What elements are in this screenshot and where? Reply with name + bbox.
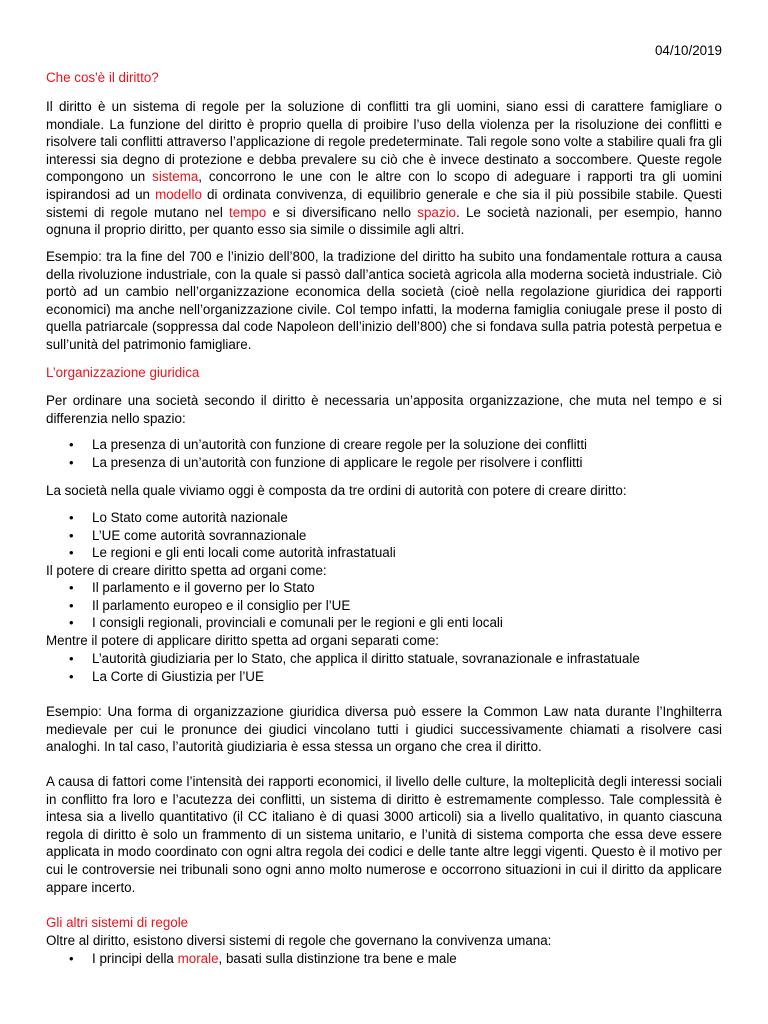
list-item: • L’autorità giudiziaria per lo Stato, che applica il diritto statuale, sovranazionale e infrastatuale <box>46 650 640 668</box>
list-item: • Il parlamento e il governo per lo Stato <box>46 579 503 597</box>
paragraph-create-power: Il potere di creare diritto spetta ad organi come: <box>46 563 327 578</box>
bullet-list-create-organs <box>46 579 503 632</box>
paragraph-apply-power: Mentre il potere di applicare diritto spetta ad organi separati come: <box>46 633 440 648</box>
paragraph-other-systems: Oltre al diritto, esistono diversi sistemi di regole che governano la convivenza umana: <box>46 933 552 948</box>
bullet-list-authorities <box>46 436 587 471</box>
paragraph-organization: Per ordinare una società secondo il diritto è necessaria un’apposita organizzazione, che muta nel tempo e si differenzia nello spazio: <box>46 393 722 426</box>
list-item: • Lo Stato come autorità nazionale <box>46 509 396 527</box>
keyword: morale <box>177 951 219 966</box>
keyword: modello <box>155 186 202 202</box>
paragraph-complexity: A causa di fattori come l’intensità dei rapporti economici, il livello delle culture, la molteplicità degli interessi sociali in conflitto fra loro e l’acutezza dei conflitti, un sistema di diritto è estremamente complesso. Tale complessità è intesa sia a livello quantitativo (il CC italiano è di quasi 3000 articoli) sia a livello qualitativo, in quanto ciascuna regola di diritto è solo un frammento di un sistema unitario, e l’unità di sistema comporta che essa deve essere applicata in modo coordinato con ogni altra regola dei codici e delle tante altre leggi vigenti. Questo è il motivo per cui le controversie nei tribunali sono ogni anno molto numerose e occorrono situazioni in cui il diritto da applicare appare incerto. <box>46 774 722 895</box>
list-item: • L’UE come autorità sovrannazionale <box>46 527 396 545</box>
keyword: sistema <box>152 169 199 185</box>
keyword: spazio <box>417 204 456 220</box>
list-item: • La Corte di Giustizia per l’UE <box>46 668 640 686</box>
list-item: • I consigli regionali, provinciali e comunali per le regioni e gli enti locali <box>46 614 503 632</box>
list-item: • Le regioni e gli enti locali come autorità infrastatuali <box>46 544 396 562</box>
list-item: • La presenza di un’autorità con funzione di creare regole per la soluzione dei conflitti <box>46 436 587 454</box>
paragraph-example-1: Esempio: tra la fine del 700 e l’inizio dell’800, la tradizione del diritto ha subito una fondamentale rottura a causa della rivoluzione industriale, con la quale si passò dall’antica società agricola alla moderna società industriale. Ciò portò ad un cambio nell’organizzazione economica della società (cioè nella regolazione giuridica dei rapporti economici) ma anche nell’organizzazione civile. Col tempo infatti, la moderna famiglia coniugale prese il posto di quella patriarcale (soppressa dal code Napoleon dell’inizio dell’800) che si fondava sulla patria potestà perpetua e sull’unità del patrimonio famigliare. <box>46 249 722 352</box>
list-item: • I principi della morale, basati sulla distinzione tra bene e male <box>46 950 457 968</box>
bullet-list-apply-organs <box>46 650 640 685</box>
keyword: tempo <box>229 204 267 220</box>
bullet-list-orders <box>46 509 396 562</box>
paragraph-intro: Il diritto è un sistema di regole per la soluzione di conflitti tra gli uomini, siano essi di carattere famigliare o mondiale. La funzione del diritto è proprio quella di proibire l’uso della violenza per la risoluzione dei conflitti e risolvere tali conflitti attraverso l’applicazione di regole predeterminate. Tali regole sono volte a stabilire quali fra gli interessi sia degno di protezione e debba prevalere su ciò che è invece destinato a soccombere. Queste regole compongono un sistema, concorrono le une con le altre con lo scopo di adeguare i rapporti tra gli uomini ispirandosi ad un modello di ordinata convivenza, di equilibrio generale e che sia il più possibile stabile. Questi sistemi di regole mutano nel tempo e si diversificano nello spazio. Le società nazionali, per esempio, hanno ognuna il proprio diritto, per quanto esso sia simile o dissimile agli altri. <box>46 99 723 238</box>
paragraph-three-orders: La società nella quale viviamo oggi è composta da tre ordini di autorità con potere di creare diritto: <box>46 483 627 498</box>
heading-what-is-law: Che cos'è il diritto? <box>46 70 159 85</box>
list-item: • La presenza di un’autorità con funzione di applicare le regole per risolvere i conflitti <box>46 454 587 472</box>
heading-other-systems: Gli altri sistemi di regole <box>46 915 189 930</box>
date-label: 04/10/2019 <box>654 43 722 58</box>
heading-legal-organization: L’organizzazione giuridica <box>46 365 200 380</box>
list-item: • Il parlamento europeo e il consiglio per l’UE <box>46 597 503 615</box>
paragraph-common-law: Esempio: Una forma di organizzazione giuridica diversa può essere la Common Law nata durante l’Inghilterra medievale per cui le pronunce dei giudici vincolano tutti i giudici successivamente chiamati a risolvere casi analoghi. In tal caso, l’autorità giudiziaria è essa stessa un organo che crea il diritto. <box>46 704 722 755</box>
bullet-list-other-systems <box>46 950 457 968</box>
